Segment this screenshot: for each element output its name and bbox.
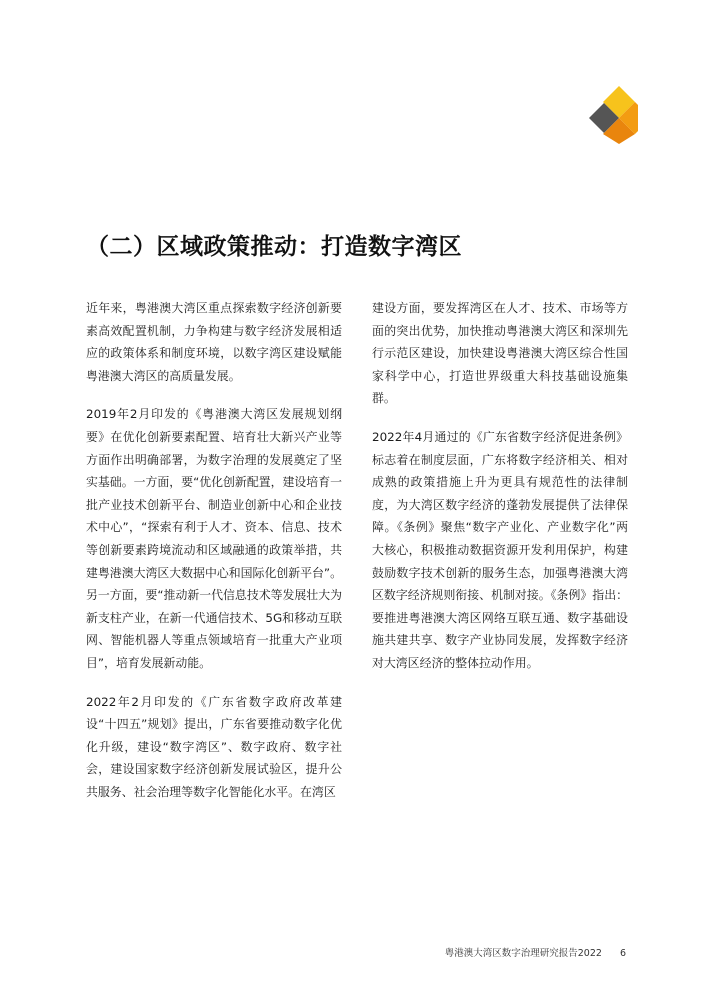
- report-title: 粤港澳大湾区数字治理研究报告2022: [444, 948, 602, 959]
- diamond-blocks-logo-icon: [588, 86, 638, 144]
- paragraph: 建设方面，要发挥湾区在人才、技术、市场等方面的突出优势，加快推动粤港澳大湾区和深圳先行示范区建设，加快建设粤港澳大湾区综合性国家科学中心，打造世界级重大科技基础设施集群。: [372, 301, 628, 406]
- page-footer: [445, 945, 626, 959]
- paragraph: 2022年4月通过的《广东省数字经济促进条例》标志着在制度层面，广东将数字经济相关、相对成熟的政策措施上升为更具有规范性的法律制度，为大湾区数字经济的蓬勃发展提供了法律保障。《条例》聚焦“数字产业化、产业数字化”两大核心，积极推动数据资源开发利用保护，构建鼓励数字技术创新的服务生态，加强粤港澳大湾区数字经济规则衔接、机制对接。《条例》指出：要推进粤港澳大湾区网络互联互通、数字基础设施共建共享、数字产业协同发展，发挥数字经济对大湾区经济的整体拉动作用。: [372, 429, 628, 670]
- paragraph: 2019年2月印发的《粤港澳大湾区发展规划纲要》在优化创新要素配置、培育壮大新兴产业等方面作出明确部署，为数字治理的发展奠定了坚实基础。一方面，要“优化创新配置，建设培育一批产业技术创新平台、制造业创新中心和企业技术中心”，“探索有利于人才、资本、信息、技术等创新要素跨境流动和区域融通的政策举措，共建粤港澳大湾区大数据中心和国际化创新平台”。另一方面，要“推动新一代信息技术等发展壮大为新支柱产业，在新一代通信技术、5G和移动互联网、智能机器人等重点领域培育一批重大产业项目”，培育发展新动能。: [86, 407, 342, 670]
- section-title: （二）区域政策推动：打造数字湾区: [86, 234, 462, 260]
- page-number: 6: [619, 948, 626, 959]
- right-column: [372, 297, 628, 691]
- left-column: [86, 297, 342, 819]
- paragraph: 近年来，粤港澳大湾区重点探索数字经济创新要素高效配置机制，力争构建与数字经济发展相适应的政策体系和制度环境，以数字湾区建设赋能粤港澳大湾区的高质量发展。: [86, 301, 342, 383]
- paragraph: 2022年2月印发的《广东省数字政府改革建设“十四五”规划》提出，广东省要推动数字化优化升级，建设“数字湾区”、数字政府、数字社会，建设国家数字经济创新发展试验区，提升公共服务、社会治理等数字化智能化水平。在湾区: [86, 694, 342, 799]
